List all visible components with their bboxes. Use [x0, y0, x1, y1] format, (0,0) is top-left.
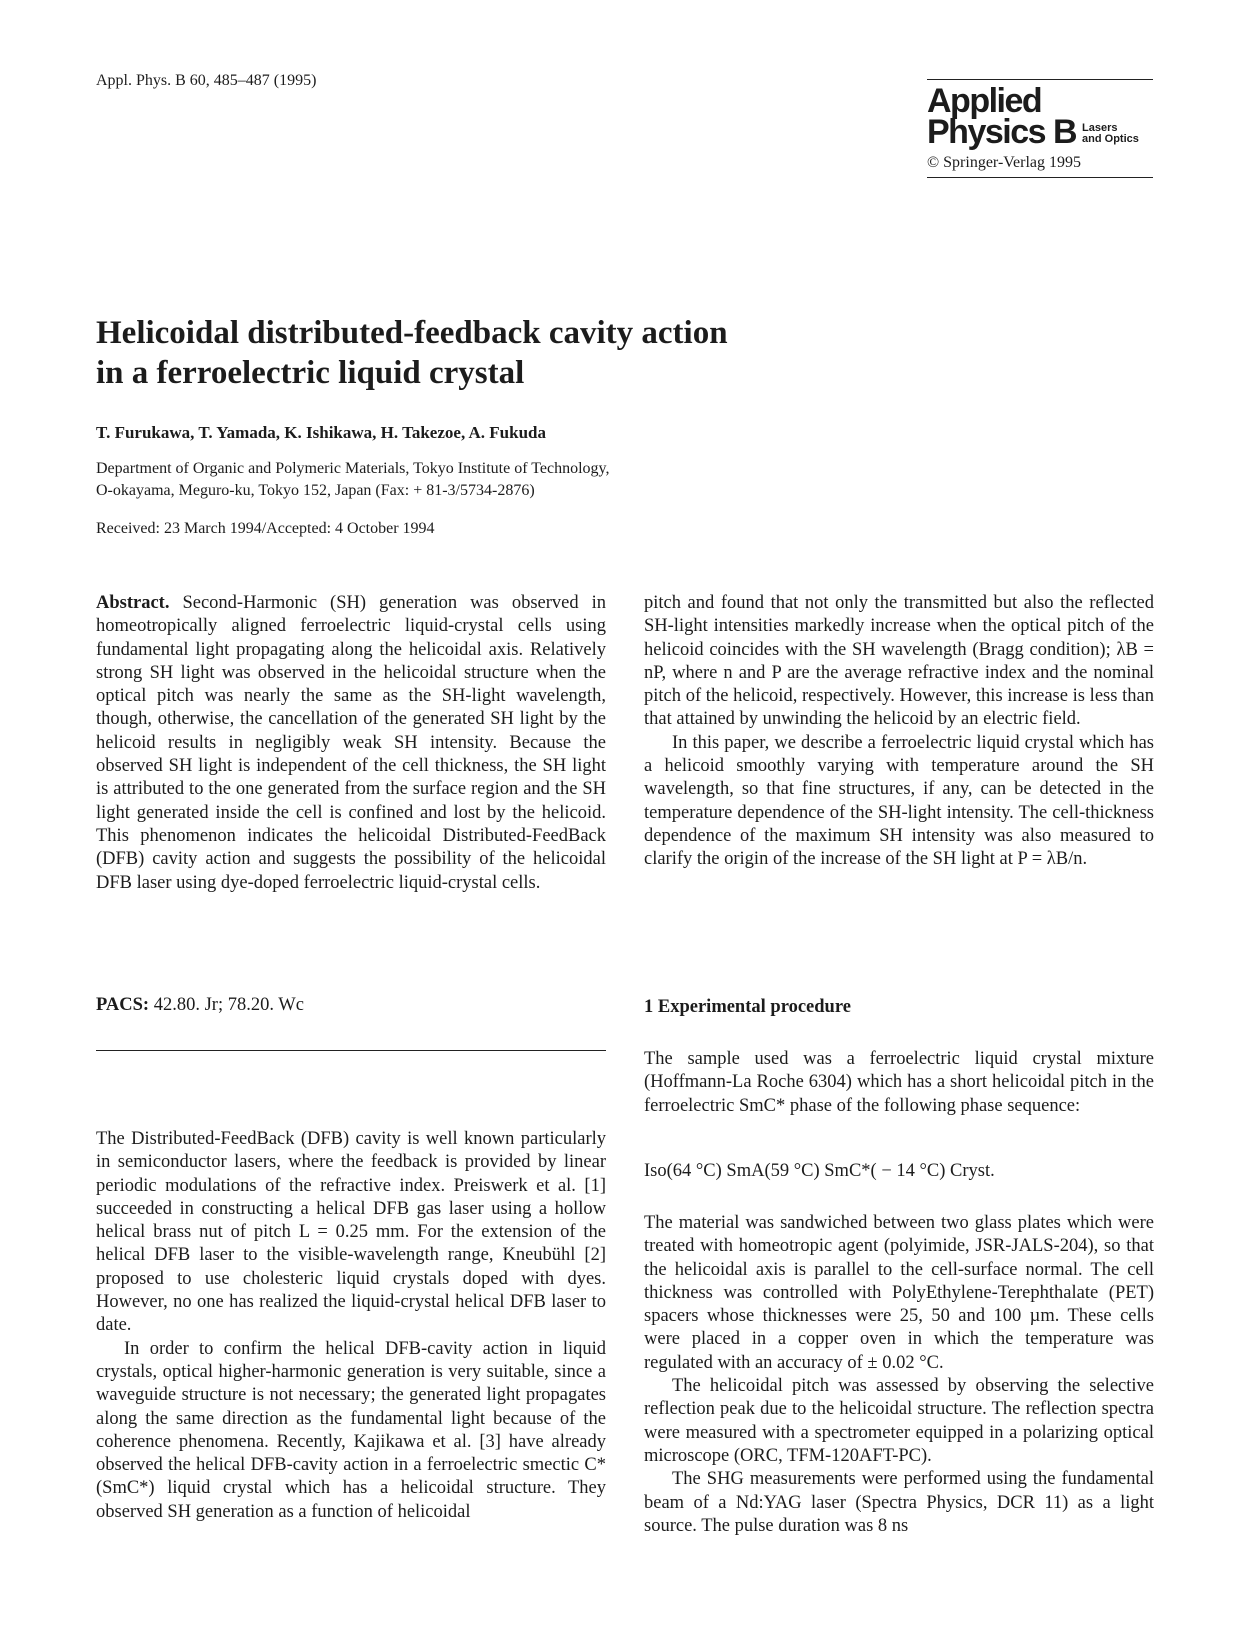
title-line2: in a ferroelectric liquid crystal: [96, 355, 525, 391]
received-dates: Received: 23 March 1994/Accepted: 4 October 1994: [96, 520, 435, 537]
intro-column-left: [96, 1128, 606, 1524]
phase-sequence: [644, 1160, 1154, 1183]
section-1-body-b: [644, 1212, 1154, 1538]
affiliation-line1: Department of Organic and Polymeric Materials, Tokyo Institute of Technology,: [96, 460, 610, 477]
journal-name-line1: Applied: [927, 82, 1042, 120]
journal-subtitle-line1: Lasers: [1082, 122, 1118, 134]
affiliation-line2: O-okayama, Meguro-ku, Tokyo 152, Japan (Fax: + 81-3/5734-2876): [96, 482, 535, 499]
intro-paragraph-3: pitch and found that not only the transmitted but also the reflected SH-light intensities markedly increase when the optical pitch of the helicoid coincides with the SH wavelength (Bragg condition); λB = nP, where n and P are the average refractive index and the nominal pitch of the helicoid, respectively. However, this increase is less than that attained by unwinding the helicoid by an electric field.: [644, 593, 1154, 730]
pacs-line: [96, 994, 606, 1017]
article-title: [96, 313, 816, 393]
cell-paragraph: The material was sandwiched between two glass plates which were treated with homeotropic agent (polyimide, JSR-JALS-204), so that the helicoidal axis is parallel to the cell-surface normal. The cell thickness was controlled with PolyEthylene-Terephthalate (PET) spacers whose thicknesses were 25, 50 and 100 µm. These cells were placed in a copper oven in which the temperature was regulated with an accuracy of ± 0.02 °C.: [644, 1213, 1154, 1373]
shg-paragraph: The SHG measurements were performed using the fundamental beam of a Nd:YAG laser (Spectra Physics, DCR 11) as a light source. The pulse duration was 8 ns: [644, 1469, 1154, 1536]
logo-top-rule: [927, 79, 1153, 80]
section-heading-text: 1 Experimental procedure: [644, 997, 851, 1017]
abstract-text: Second-Harmonic (SH) generation was observed in homeotropically aligned ferroelectric liquid-crystal cells using fundamental light propagating along the helicoidal axis. Relatively strong SH light was observed in the helicoidal structure when the optical pitch was nearly the same as the SH-light wavelength, though, otherwise, the cancellation of the generated SH light by the helicoid results in negligibly weak SH intensity. Because the observed SH light is independent of the cell thickness, the SH light is attributed to the one generated from the surface region and the SH light generated inside the cell is confined and lost by the helicoid. This phenomenon indicates the helicoidal Distributed-FeedBack (DFB) cavity action and suggests the possibility of the helicoidal DFB laser using dye-doped ferroelectric liquid-crystal cells.: [96, 593, 606, 893]
pitch-paragraph: The helicoidal pitch was assessed by observing the selective reflection peak due to the helicoidal structure. The reflection spectra were measured with a spectrometer equipped in a polarizing optical microscope (ORC, TFM-120AFT-PC).: [644, 1376, 1154, 1466]
phase-sequence-text: Iso(64 °C) SmA(59 °C) SmC*( − 14 °C) Cryst.: [644, 1161, 995, 1181]
abstract-label: Abstract.: [96, 593, 170, 613]
sample-paragraph: The sample used was a ferroelectric liquid crystal mixture (Hoffmann-La Roche 6304) which has a short helicoidal pitch in the ferroelectric SmC* phase of the following phase sequence:: [644, 1049, 1154, 1116]
affiliation: [96, 458, 746, 502]
section-1-heading: [644, 996, 1154, 1019]
journal-name-line2: Physics B: [927, 113, 1077, 151]
journal-citation: Appl. Phys. B 60, 485–487 (1995): [96, 72, 317, 89]
logo-bottom-rule: [927, 177, 1153, 178]
abstract: [96, 592, 606, 895]
title-line1: Helicoidal distributed-feedback cavity action: [96, 315, 728, 351]
copyright: © Springer-Verlag 1995: [927, 154, 1082, 171]
journal-subtitle: [1082, 123, 1139, 145]
journal-logo: [927, 79, 1153, 178]
intro-paragraph-2: In order to confirm the helical DFB-cavity action in liquid crystals, optical higher-harmonic generation is very suitable, since a waveguide structure is not necessary; the generated light propagates along the same direction as the fundamental light because of the coherence phenomena. Recently, Kajikawa et al. [3] have already observed the helical DFB-cavity action in a ferroelectric smectic C* (SmC*) liquid crystal which has a helicoidal structure. They observed SH generation as a function of helicoidal: [96, 1338, 606, 1522]
intro-paragraph-1: The Distributed-FeedBack (DFB) cavity is well known particularly in semiconductor lasers, where the feedback is provided by linear periodic modulations of the refractive index. Preiswerk et al. [1] succeeded in constructing a helical DFB gas laser using a hollow helical brass nut of pitch L = 0.25 mm. For the extension of the helical DFB laser to the visible-wavelength range, Kneubühl [2] proposed to use cholesteric liquid crystals doped with dyes. However, no one has realized the liquid-crystal helical DFB laser to date.: [96, 1129, 606, 1336]
author-list: T. Furukawa, T. Yamada, K. Ishikawa, H. Takezoe, A. Fukuda: [96, 423, 546, 442]
intro-paragraph-4: In this paper, we describe a ferroelectric liquid crystal which has a helicoid smoothly varying with temperature around the SH wavelength, so that fine structures, if any, can be detected in the temperature dependence of the SH-light intensity. The cell-thickness dependence of the maximum SH intensity was also measured to clarify the origin of the increase of the SH light at P = λB/n.: [644, 732, 1154, 870]
section-1-body-a: [644, 1048, 1154, 1118]
pacs-codes: 42.80. Jr; 78.20. Wc: [153, 995, 304, 1015]
intro-column-right: [644, 592, 1154, 872]
journal-subtitle-line2: and Optics: [1082, 133, 1139, 145]
abstract-separator: [96, 1050, 606, 1051]
pacs-label: PACS:: [96, 995, 150, 1015]
